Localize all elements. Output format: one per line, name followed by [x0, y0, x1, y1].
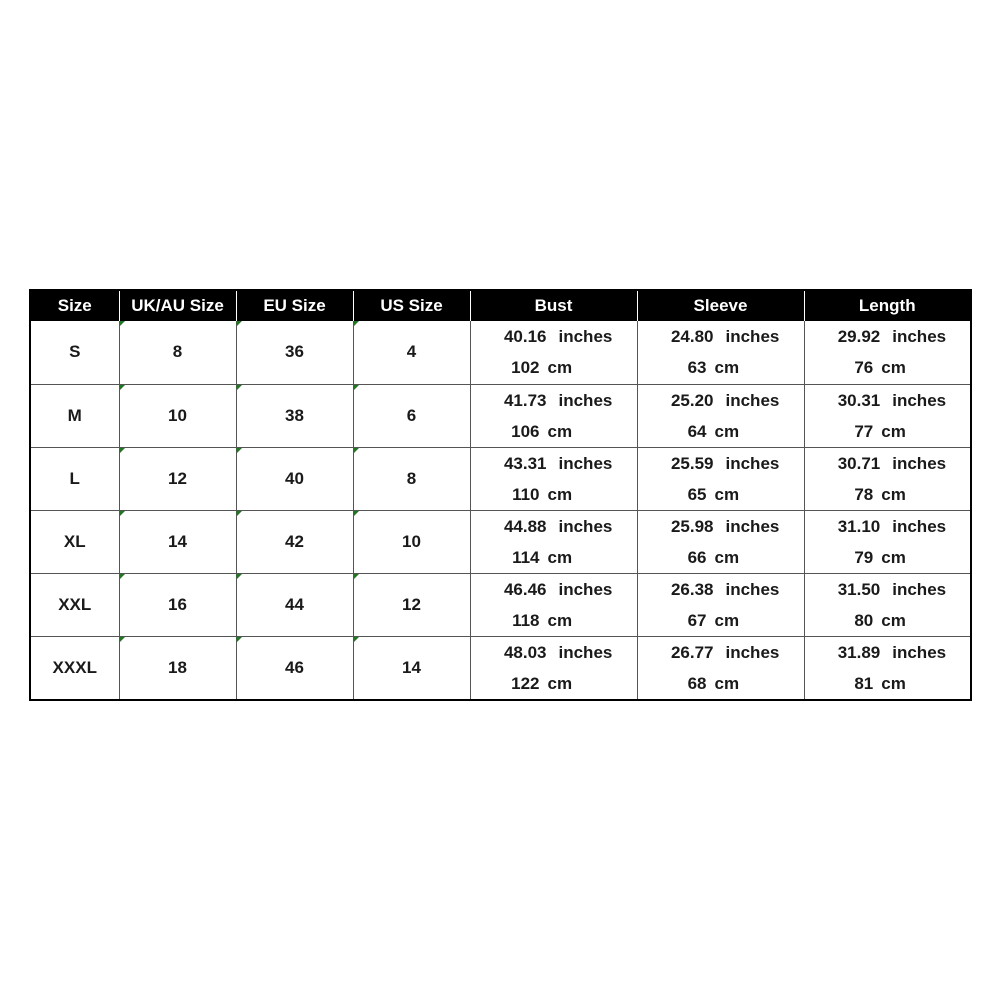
bust-cell [470, 510, 637, 573]
bust-cm-value: 122 [511, 673, 540, 693]
inches-unit: inches [892, 390, 947, 410]
uk-au-size-cell [119, 510, 236, 573]
inches-unit: inches [892, 579, 947, 599]
sleeve-cm-value: 67 [687, 610, 707, 630]
size-cell [31, 636, 119, 699]
us-size-value: 8 [406, 468, 417, 488]
size-chart-frame [29, 289, 972, 701]
sleeve-cell [637, 636, 804, 699]
uk-au-size-cell [119, 447, 236, 510]
sleeve-cell [637, 447, 804, 510]
inches-unit: inches [558, 327, 613, 347]
sleeve-cell [637, 384, 804, 447]
bust-inches-value: 48.03 [503, 642, 547, 662]
bust-cm-value: 114 [512, 547, 540, 567]
sleeve-inches-value: 25.20 [670, 390, 714, 410]
sleeve-inches-value: 24.80 [670, 327, 714, 347]
eu-size-value: 40 [285, 468, 304, 488]
length-cm-value: 77 [854, 421, 874, 441]
bust-cell [470, 384, 637, 447]
cm-unit: cm [881, 421, 906, 441]
inches-unit: inches [725, 453, 780, 473]
length-cell [804, 447, 970, 510]
sleeve-cm-value: 63 [687, 358, 707, 378]
length-cm-value: 76 [854, 358, 874, 378]
eu-size-cell [236, 447, 353, 510]
table-row [31, 447, 970, 510]
cm-unit: cm [547, 484, 573, 504]
cm-unit: cm [547, 610, 573, 630]
header-uk-au-size: UK/AU Size [119, 291, 236, 321]
cm-unit: cm [714, 358, 740, 378]
uk-au-size-cell [119, 321, 236, 384]
eu-size-cell [236, 384, 353, 447]
size-cell [31, 321, 119, 384]
cm-unit: cm [714, 484, 740, 504]
length-inches-value: 29.92 [837, 327, 881, 347]
cm-unit: cm [547, 673, 573, 693]
cm-unit: cm [714, 547, 740, 567]
header-us-size: US Size [353, 291, 470, 321]
uk-au-size-value: 16 [168, 594, 187, 614]
length-cell [804, 384, 970, 447]
eu-size-value: 42 [285, 531, 304, 551]
header-size: Size [31, 291, 119, 321]
cm-unit: cm [881, 358, 906, 378]
eu-size-value: 44 [285, 594, 304, 614]
us-size-value: 10 [402, 531, 421, 551]
length-cm-value: 78 [854, 484, 874, 504]
sleeve-cell [637, 573, 804, 636]
inches-unit: inches [892, 516, 947, 536]
inches-unit: inches [725, 642, 780, 662]
sleeve-inches-value: 25.59 [670, 453, 714, 473]
size-label: XXXL [52, 657, 97, 677]
size-label: L [69, 468, 80, 488]
bust-cm-value: 102 [511, 358, 540, 378]
bust-cm-value: 118 [512, 610, 540, 630]
uk-au-size-value: 12 [168, 468, 187, 488]
bust-inches-value: 44.88 [503, 516, 547, 536]
table-header [31, 291, 970, 321]
inches-unit: inches [892, 642, 947, 662]
cm-unit: cm [881, 673, 906, 693]
uk-au-size-value: 18 [168, 657, 187, 677]
size-cell [31, 384, 119, 447]
inches-unit: inches [892, 453, 947, 473]
bust-cm-value: 110 [512, 484, 540, 504]
header-eu-size: EU Size [236, 291, 353, 321]
bust-inches-value: 40.16 [503, 327, 547, 347]
bust-cell [470, 636, 637, 699]
inches-unit: inches [725, 327, 780, 347]
size-label: M [67, 405, 82, 425]
sleeve-cell [637, 321, 804, 384]
header-sleeve: Sleeve [637, 291, 804, 321]
eu-size-cell [236, 636, 353, 699]
eu-size-value: 36 [285, 342, 304, 362]
cm-unit: cm [714, 421, 740, 441]
table-row [31, 636, 970, 699]
header-bust: Bust [470, 291, 637, 321]
length-cm-value: 81 [854, 673, 874, 693]
bust-inches-value: 43.31 [503, 453, 547, 473]
size-cell [31, 510, 119, 573]
sleeve-cell [637, 510, 804, 573]
sleeve-cm-value: 66 [687, 547, 707, 567]
sleeve-inches-value: 26.38 [670, 579, 714, 599]
length-cell [804, 573, 970, 636]
eu-size-cell [236, 321, 353, 384]
bust-inches-value: 46.46 [503, 579, 547, 599]
us-size-value: 4 [406, 342, 417, 362]
sleeve-cm-value: 68 [687, 673, 707, 693]
us-size-cell [353, 447, 470, 510]
bust-cell [470, 573, 637, 636]
cm-unit: cm [881, 610, 906, 630]
size-label: XL [63, 531, 86, 551]
cm-unit: cm [714, 610, 740, 630]
inches-unit: inches [558, 390, 613, 410]
us-size-cell [353, 321, 470, 384]
table-row [31, 384, 970, 447]
us-size-cell [353, 510, 470, 573]
cm-unit: cm [547, 421, 573, 441]
uk-au-size-value: 14 [168, 531, 187, 551]
cm-unit: cm [714, 673, 740, 693]
eu-size-value: 38 [285, 405, 304, 425]
length-cell [804, 636, 970, 699]
us-size-cell [353, 384, 470, 447]
size-cell [31, 447, 119, 510]
sleeve-inches-value: 26.77 [670, 642, 714, 662]
length-inches-value: 31.89 [837, 642, 881, 662]
length-inches-value: 31.50 [837, 579, 881, 599]
uk-au-size-cell [119, 573, 236, 636]
table-row [31, 321, 970, 384]
uk-au-size-cell [119, 384, 236, 447]
inches-unit: inches [558, 516, 613, 536]
us-size-cell [353, 573, 470, 636]
uk-au-size-cell [119, 636, 236, 699]
length-cm-value: 80 [854, 610, 874, 630]
length-cell [804, 510, 970, 573]
uk-au-size-value: 10 [168, 405, 187, 425]
cm-unit: cm [547, 358, 573, 378]
sleeve-cm-value: 65 [687, 484, 707, 504]
cm-unit: cm [881, 484, 906, 504]
header-row [31, 291, 970, 321]
length-cm-value: 79 [854, 547, 874, 567]
table-row [31, 573, 970, 636]
table-row [31, 510, 970, 573]
eu-size-cell [236, 573, 353, 636]
us-size-value: 14 [402, 657, 421, 677]
length-inches-value: 31.10 [837, 516, 881, 536]
inches-unit: inches [725, 579, 780, 599]
inches-unit: inches [558, 453, 613, 473]
sleeve-cm-value: 64 [687, 421, 707, 441]
bust-cell [470, 321, 637, 384]
length-inches-value: 30.31 [837, 390, 881, 410]
us-size-value: 6 [406, 405, 417, 425]
bust-cm-value: 106 [511, 421, 540, 441]
length-inches-value: 30.71 [837, 453, 881, 473]
inches-unit: inches [725, 516, 780, 536]
size-label: XXL [58, 594, 92, 614]
length-cell [804, 321, 970, 384]
bust-cell [470, 447, 637, 510]
eu-size-value: 46 [285, 657, 304, 677]
cm-unit: cm [881, 547, 906, 567]
bust-inches-value: 41.73 [503, 390, 547, 410]
us-size-value: 12 [402, 594, 421, 614]
size-label: S [69, 342, 81, 362]
eu-size-cell [236, 510, 353, 573]
inches-unit: inches [558, 642, 613, 662]
cm-unit: cm [547, 547, 573, 567]
sleeve-inches-value: 25.98 [670, 516, 714, 536]
size-chart-table [31, 291, 970, 699]
inches-unit: inches [892, 327, 947, 347]
us-size-cell [353, 636, 470, 699]
inches-unit: inches [725, 390, 780, 410]
size-cell [31, 573, 119, 636]
table-body [31, 321, 970, 699]
inches-unit: inches [558, 579, 613, 599]
uk-au-size-value: 8 [172, 342, 183, 362]
header-length: Length [804, 291, 970, 321]
